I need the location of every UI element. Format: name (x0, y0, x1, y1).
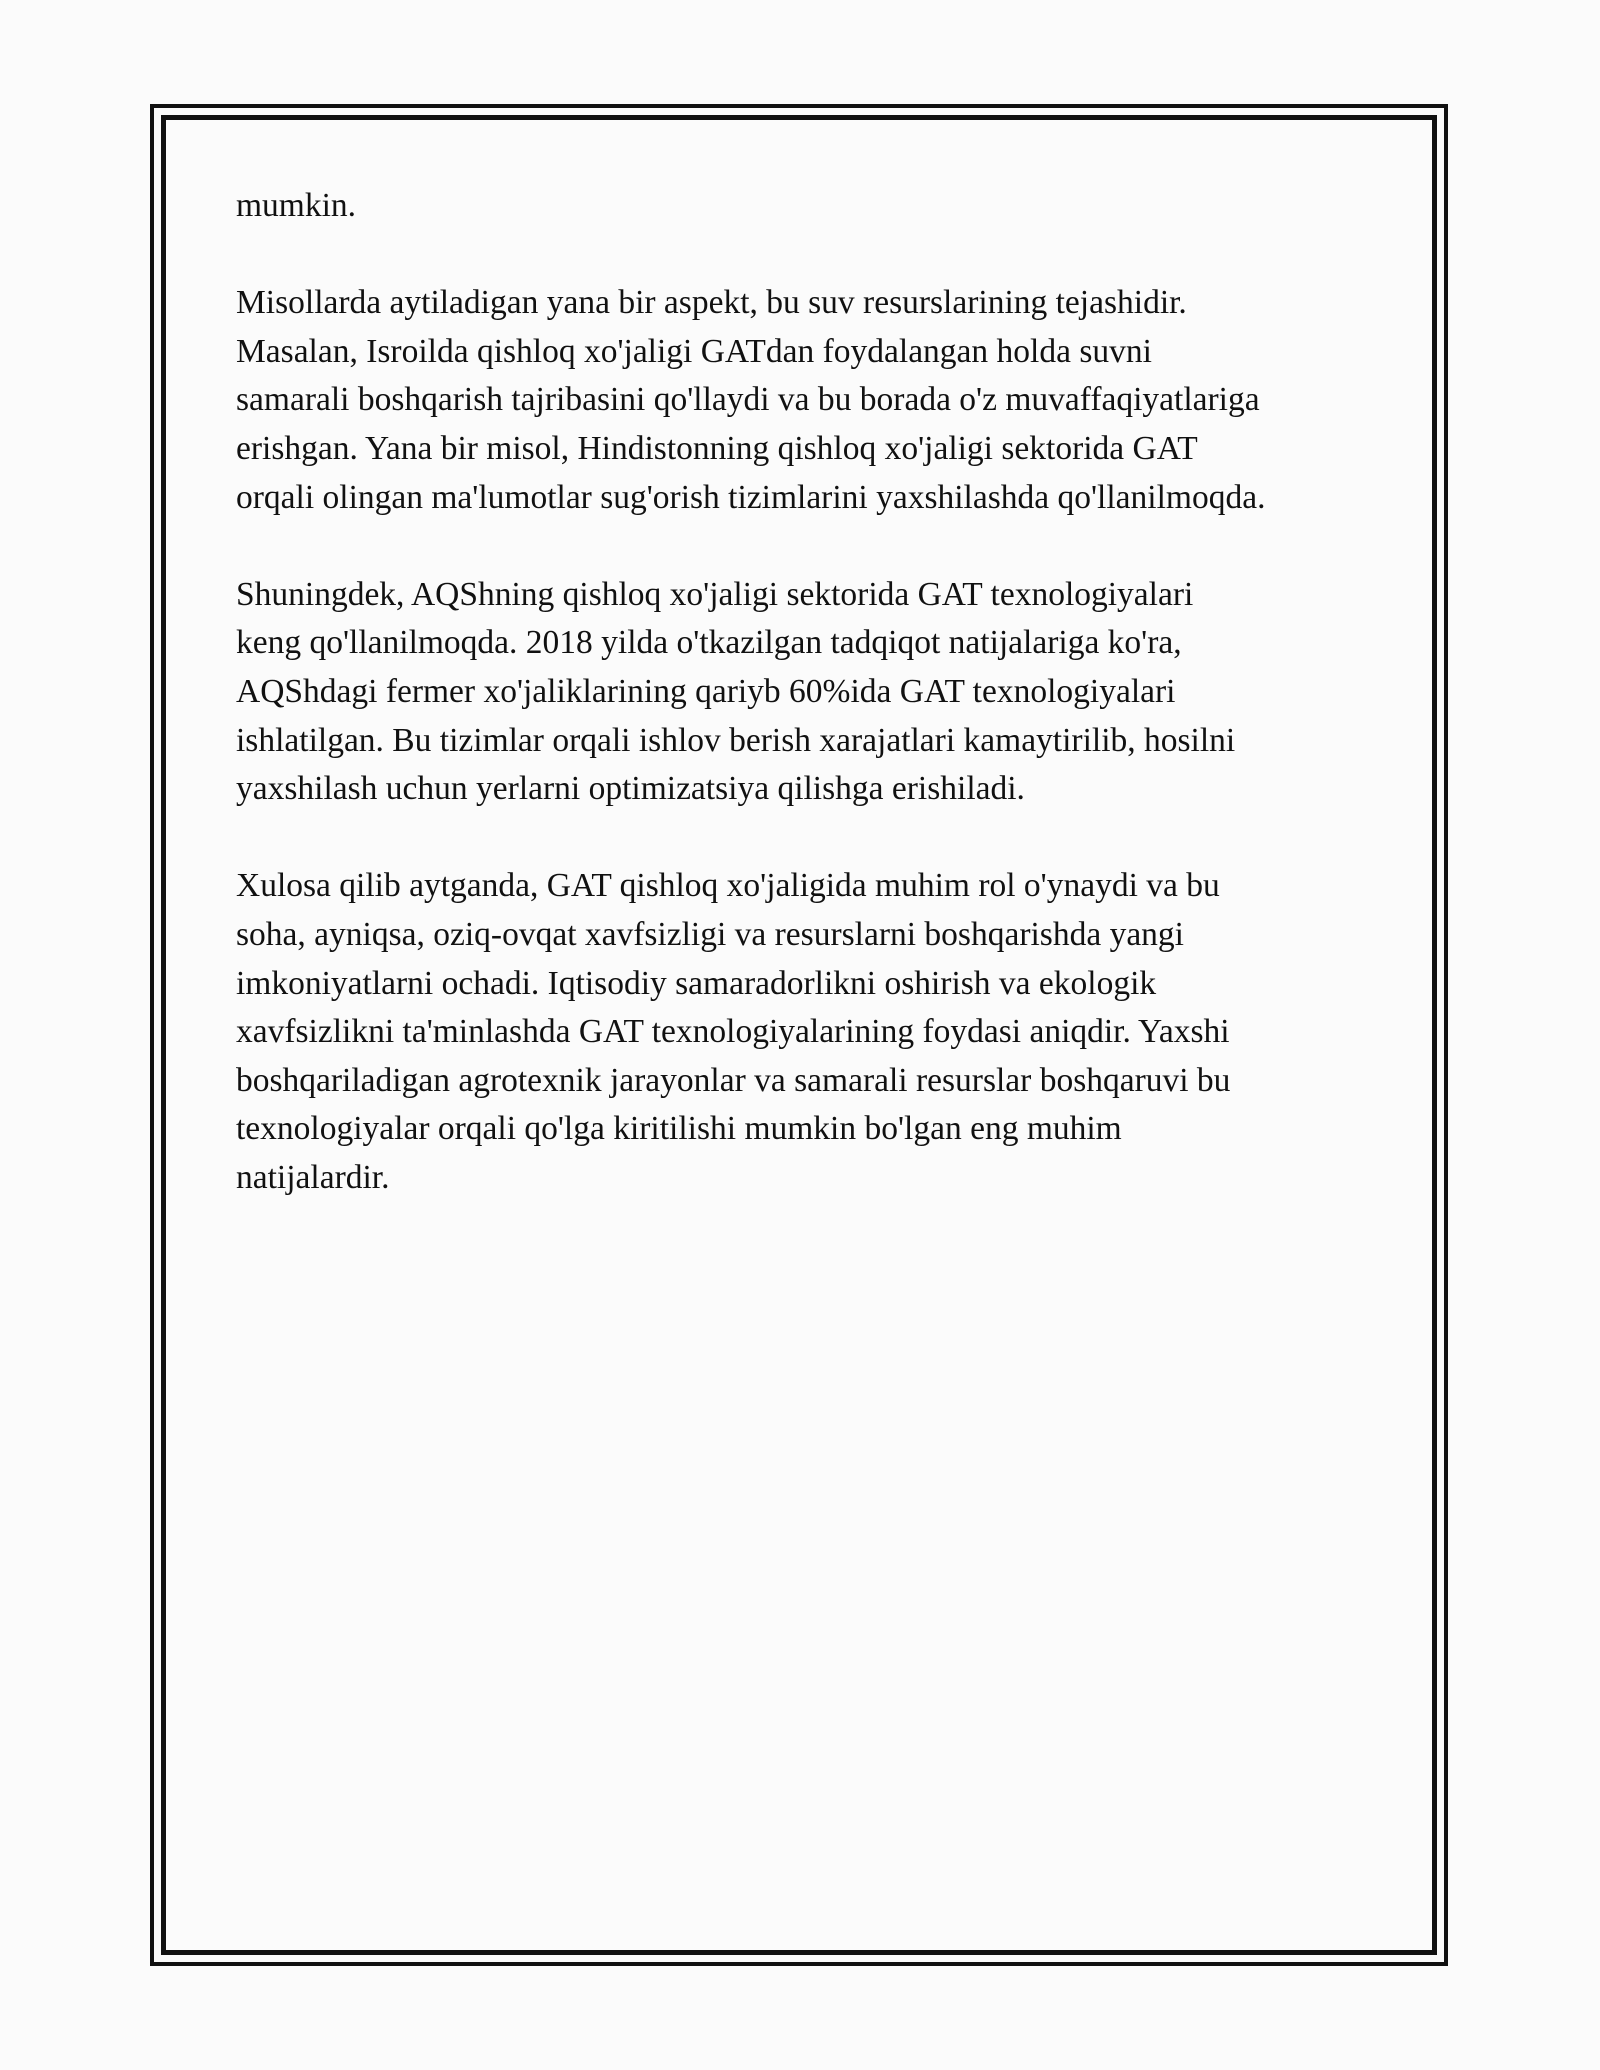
text-line: texnologiyalar orqali qo'lga kiritilishi mumkin bo'lgan eng muhim (236, 1110, 1122, 1148)
text-line: xavfsizlikni ta'minlashda GAT texnologiyalarining foydasi aniqdir. Yaxshi (236, 1013, 1230, 1051)
text-line: soha, ayniqsa, oziq-ovqat xavfsizligi va resurslarni boshqarishda yangi (236, 915, 1184, 953)
text-line: Misollarda aytiladigan yana bir aspekt, bu suv resurslarining tejashidir. (236, 284, 1187, 322)
text-line: samarali boshqarish tajribasini qo'llaydi va bu borada o'z muvaffaqiyatlariga (236, 381, 1260, 419)
text-line: ishlatilgan. Bu tizimlar orqali ishlov berish xarajatlari kamaytirilib, hosilni (236, 721, 1236, 759)
text-line: Xulosa qilib aytganda, GAT qishloq xo'jaligida muhim rol o'ynaydi va bu (236, 867, 1220, 905)
text-line: natijalardir. (236, 1158, 390, 1196)
paragraph-continuation (236, 182, 1386, 231)
paragraph-water-resources (236, 279, 1386, 522)
page-body (236, 182, 1386, 1251)
text-line: keng qo'llanilmoqda. 2018 yilda o'tkazilgan tadqiqot natijalariga ko'ra, (236, 624, 1182, 662)
text-line: AQShdagi fermer xo'jaliklarining qariyb 60%ida GAT texnologiyalari (236, 672, 1176, 710)
paragraph-conclusion (236, 862, 1386, 1202)
text-line: Shuningdek, AQShning qishloq xo'jaligi sektorida GAT texnologiyalari (236, 575, 1194, 613)
text-line: boshqariladigan agrotexnik jarayonlar va samarali resurslar boshqaruvi bu (236, 1061, 1231, 1099)
text-line: erishgan. Yana bir misol, Hindistonning qishloq xo'jaligi sektorida GAT (236, 429, 1198, 467)
paragraph-usa-example (236, 571, 1386, 814)
text-line: imkoniyatlarni ochadi. Iqtisodiy samaradorlikni oshirish va ekologik (236, 964, 1157, 1002)
text-line: mumkin. (236, 187, 357, 224)
text-line: orqali olingan ma'lumotlar sug'orish tizimlarini yaxshilashda qo'llanilmoqda. (236, 478, 1266, 516)
text-line: Masalan, Isroilda qishloq xo'jaligi GATdan foydalangan holda suvni (236, 332, 1152, 370)
text-line: yaxshilash uchun yerlarni optimizatsiya qilishga erishiladi. (236, 770, 1025, 808)
